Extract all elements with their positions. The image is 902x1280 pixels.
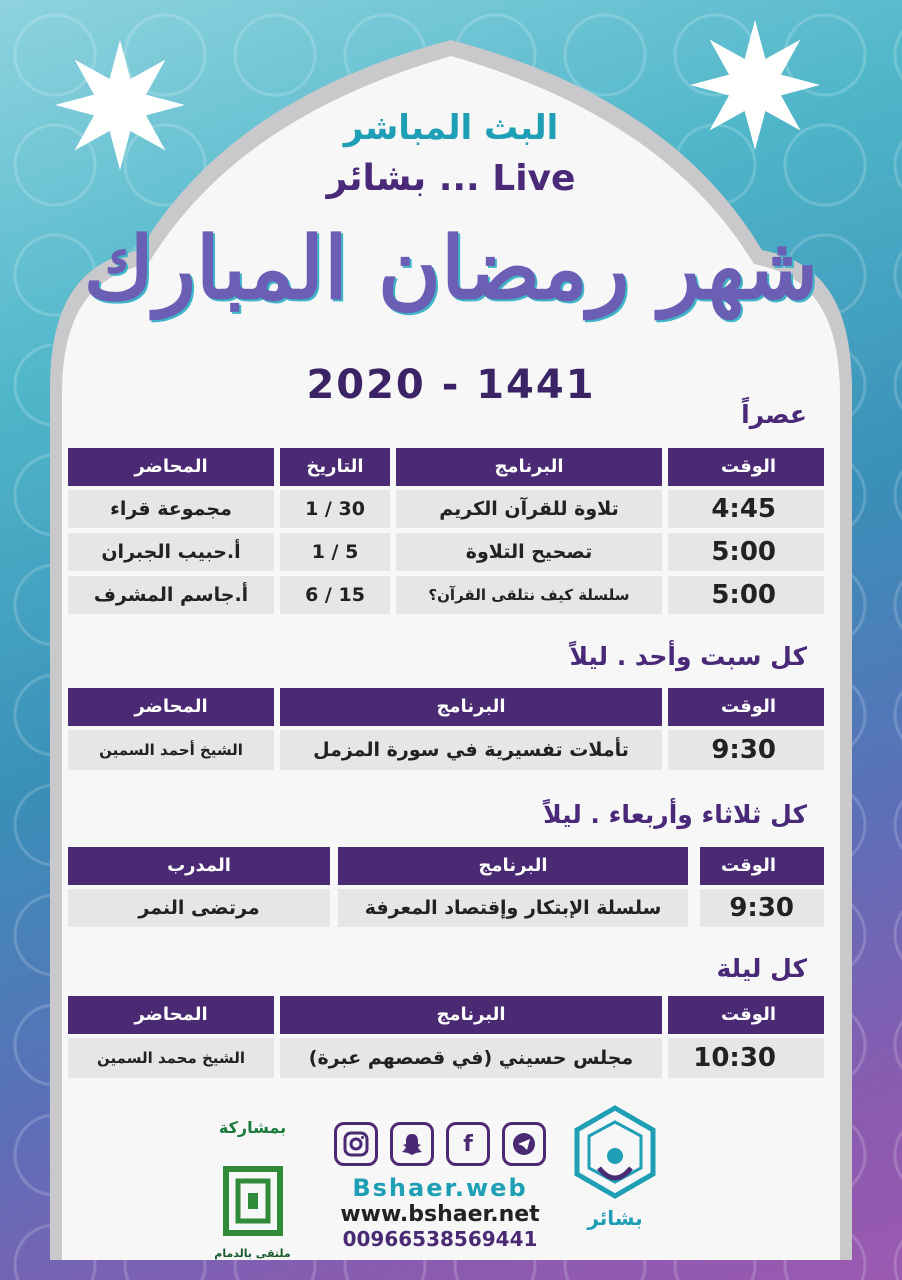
table-row-date: 1 / 5 bbox=[280, 533, 390, 571]
header-program: البرنامج bbox=[396, 448, 662, 486]
partner-block bbox=[205, 1118, 300, 1260]
social-icons bbox=[325, 1122, 555, 1166]
ramadan-calligraphy: شهر رمضان المبارك bbox=[83, 218, 819, 319]
phone-number: 00966538569441 bbox=[342, 1227, 538, 1251]
facebook-icon[interactable]: f bbox=[446, 1122, 490, 1166]
header-time: الوقت bbox=[668, 448, 824, 486]
table-row-time: 9:30 bbox=[700, 889, 824, 927]
table-row-lecturer: أ.جاسم المشرف bbox=[68, 576, 274, 614]
header-time: الوقت bbox=[668, 688, 824, 726]
live-subtitle: بشائر ... Live bbox=[326, 158, 576, 199]
section-title-sat-sun: كل سبت وأحد . ليلاً bbox=[569, 642, 807, 671]
header-time: الوقت bbox=[668, 996, 824, 1034]
header-date: التاريخ bbox=[280, 448, 390, 486]
header-program: البرنامج bbox=[280, 688, 662, 726]
table-row-date: 1 / 30 bbox=[280, 490, 390, 528]
snapchat-icon[interactable] bbox=[390, 1122, 434, 1166]
header-program: البرنامج bbox=[338, 847, 688, 885]
table-row-time: 9:30 bbox=[668, 730, 824, 770]
partner-logo-text: ملتقى بالدمام bbox=[214, 1247, 291, 1260]
table-row-lecturer: مجموعة قراء bbox=[68, 490, 274, 528]
section-title-nightly: كل ليلة bbox=[716, 954, 807, 983]
table-row-lecturer: أ.حبيب الجبران bbox=[68, 533, 274, 571]
table-row-program: سلسلة كيف نتلقى القرآن؟ bbox=[396, 576, 662, 614]
table-row-program: مجلس حسيني (في قصصهم عبرة) bbox=[280, 1038, 662, 1078]
live-title: البث المباشر bbox=[343, 108, 559, 148]
telegram-icon[interactable] bbox=[502, 1122, 546, 1166]
table-row-time: 4:45 bbox=[668, 490, 824, 528]
table-row-trainer: مرتضى النمر bbox=[68, 889, 330, 927]
year-label: 2020 - 1441 bbox=[306, 362, 596, 408]
partner-logo bbox=[218, 1141, 288, 1251]
header-lecturer: المحاضر bbox=[68, 996, 274, 1034]
table-row-lecturer: الشيخ أحمد السمين bbox=[68, 730, 274, 770]
brand-name: بشائر bbox=[587, 1206, 643, 1230]
table-row-lecturer: الشيخ محمد السمين bbox=[68, 1038, 274, 1078]
table-row-program: تصحيح التلاوة bbox=[396, 533, 662, 571]
table-row-time: 5:00 bbox=[668, 533, 824, 571]
table-row-program: سلسلة الإبتكار وإقتصاد المعرفة bbox=[338, 889, 688, 927]
table-row-time: 5:00 bbox=[668, 576, 824, 614]
partner-label: بمشاركة bbox=[218, 1118, 287, 1137]
brand-logo-block bbox=[565, 1098, 665, 1230]
header-trainer: المدرب bbox=[68, 847, 330, 885]
table-row-date: 6 / 15 bbox=[280, 576, 390, 614]
table-row-time: 10:30 bbox=[668, 1038, 824, 1078]
handle-text: Bshaer.web bbox=[352, 1174, 528, 1202]
table-row-program: تلاوة للقرآن الكريم bbox=[396, 490, 662, 528]
table-row-program: تأملات تفسيرية في سورة المزمل bbox=[280, 730, 662, 770]
section-title-tue-wed: كل ثلاثاء وأربعاء . ليلاً bbox=[543, 800, 807, 829]
website-link[interactable]: www.bshaer.net bbox=[340, 1202, 540, 1227]
contact-block bbox=[325, 1122, 555, 1251]
header-lecturer: المحاضر bbox=[68, 448, 274, 486]
header-lecturer: المحاضر bbox=[68, 688, 274, 726]
header-time: الوقت bbox=[700, 847, 824, 885]
section-title-asr: عصراً bbox=[741, 400, 807, 429]
header-program: البرنامج bbox=[280, 996, 662, 1034]
instagram-icon[interactable] bbox=[334, 1122, 378, 1166]
